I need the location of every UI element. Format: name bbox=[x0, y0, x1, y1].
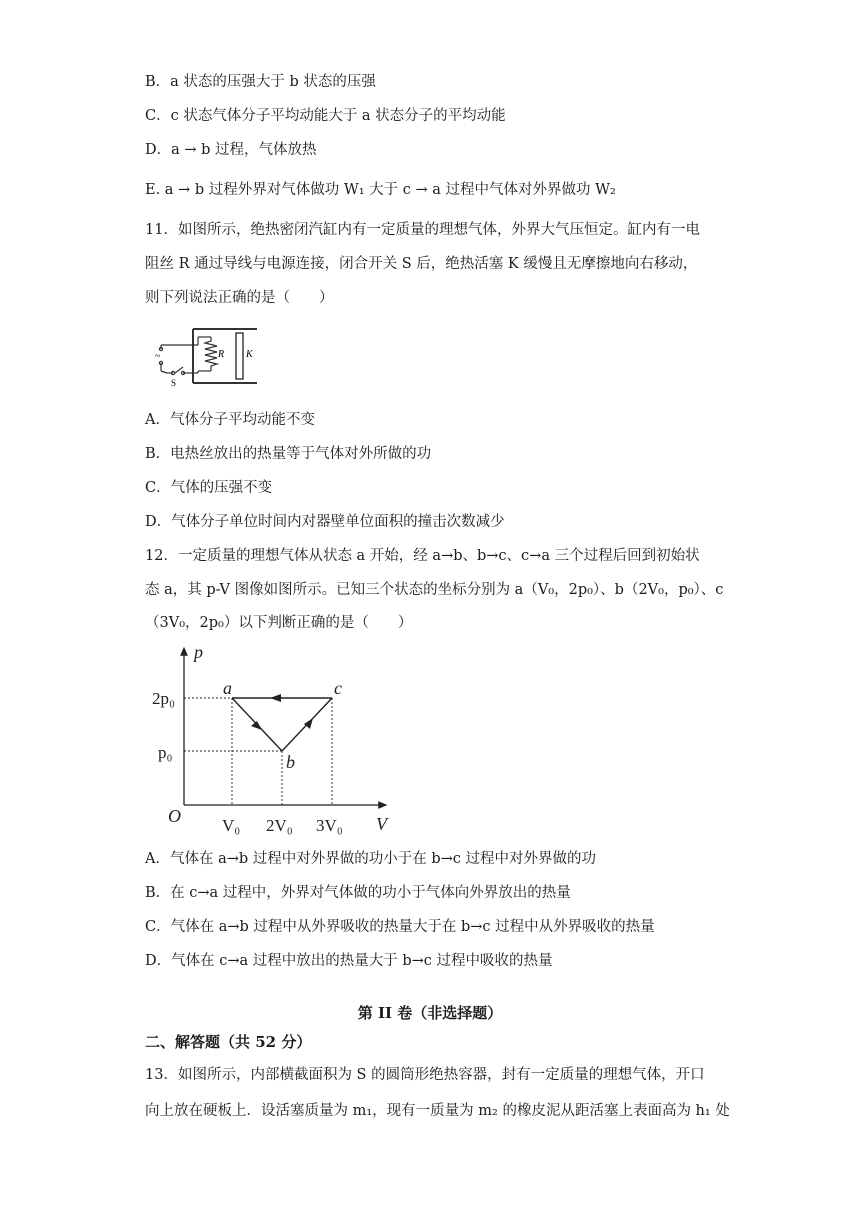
q12-stem-line1: 12．一定质量的理想气体从状态 a 开始，经 a→b、b→c、c→a 三个过程后回到初始状 bbox=[145, 548, 700, 564]
p-v-graph bbox=[150, 640, 400, 835]
resistor-label: R bbox=[218, 349, 225, 360]
section-heading: 二、解答题（共 52 分） bbox=[145, 1033, 312, 1051]
q11-stem-line3: 则下列说法正确的是（ ） bbox=[145, 290, 334, 306]
q12-stem-line2: 态 a，其 p-V 图像如图所示。已知三个状态的坐标分别为 a（V₀，2p₀）、b（2V₀，p₀）、c bbox=[145, 582, 724, 598]
q10-option-c: C．c 状态气体分子平均动能大于 a 状态分子的平均动能 bbox=[145, 108, 506, 124]
piston-label: K bbox=[246, 349, 253, 360]
q12-stem-line3: （3V₀，2p₀）以下判断正确的是（ ） bbox=[145, 615, 413, 631]
tick-p0: p₀ bbox=[158, 743, 173, 762]
q12-option-c: C．气体在 a→b 过程中从外界吸收的热量大于在 b→c 过程中从外界吸收的热量 bbox=[145, 919, 655, 935]
q11-stem-line2: 阻丝 R 通过导线与电源连接，闭合开关 S 后，绝热活塞 K 缓慢且无摩擦地向右移动， bbox=[145, 256, 698, 272]
point-b-label: b bbox=[286, 752, 295, 772]
origin-label: O bbox=[168, 806, 181, 826]
q12-option-a: A．气体在 a→b 过程中对外界做的功小于在 b→c 过程中对外界做的功 bbox=[145, 851, 597, 867]
point-c-label: c bbox=[334, 678, 342, 698]
p-axis-label: p bbox=[194, 642, 203, 662]
q10-option-b: B．a 状态的压强大于 b 状态的压强 bbox=[145, 74, 376, 90]
cylinder-circuit-figure bbox=[145, 323, 265, 389]
q11-option-a: A．气体分子平均动能不变 bbox=[145, 412, 315, 428]
q12-option-d: D．气体在 c→a 过程中放出的热量大于 b→c 过程中吸收的热量 bbox=[145, 953, 553, 969]
q10-option-d: D．a → b 过程，气体放热 bbox=[145, 142, 317, 158]
q13-stem-line2: 向上放在硬板上．设活塞质量为 m₁，现有一质量为 m₂ 的橡皮泥从距活塞上表面高为 h₁ 处 bbox=[145, 1103, 730, 1119]
point-a-label: a bbox=[223, 678, 232, 698]
q10-option-e: E. a → b 过程外界对气体做功 W₁ 大于 c → a 过程中气体对外界做功 W₂ bbox=[145, 182, 616, 198]
q11-option-d: D．气体分子单位时间内对器壁单位面积的撞击次数减少 bbox=[145, 514, 505, 530]
q12-option-b: B．在 c→a 过程中，外界对气体做的功小于气体向外界放出的热量 bbox=[145, 885, 571, 901]
tick-2p0: 2p₀ bbox=[152, 689, 175, 708]
v-axis-label: V bbox=[376, 814, 387, 834]
tick-3v0: 3V₀ bbox=[316, 816, 343, 835]
arrow-c-to-a bbox=[270, 694, 281, 702]
switch-label: S bbox=[171, 378, 177, 388]
q13-stem-line1: 13．如图所示，内部横截面积为 S 的圆筒形绝热容器，封有一定质量的理想气体，开口 bbox=[145, 1067, 705, 1083]
q11-option-b: B．电热丝放出的热量等于气体对外所做的功 bbox=[145, 446, 432, 462]
source-symbol: ~ bbox=[155, 351, 161, 362]
tick-v0: V₀ bbox=[222, 816, 241, 835]
section-title: 第 II 卷（非选择题） bbox=[357, 1004, 503, 1022]
q11-option-c: C．气体的压强不变 bbox=[145, 480, 273, 496]
arrow-b-to-c bbox=[304, 718, 313, 729]
arrow-a-to-b bbox=[251, 721, 262, 730]
q11-stem-line1: 11．如图所示，绝热密闭汽缸内有一定质量的理想气体，外界大气压恒定。缸内有一电 bbox=[145, 222, 700, 238]
tick-2v0: 2V₀ bbox=[266, 816, 293, 835]
